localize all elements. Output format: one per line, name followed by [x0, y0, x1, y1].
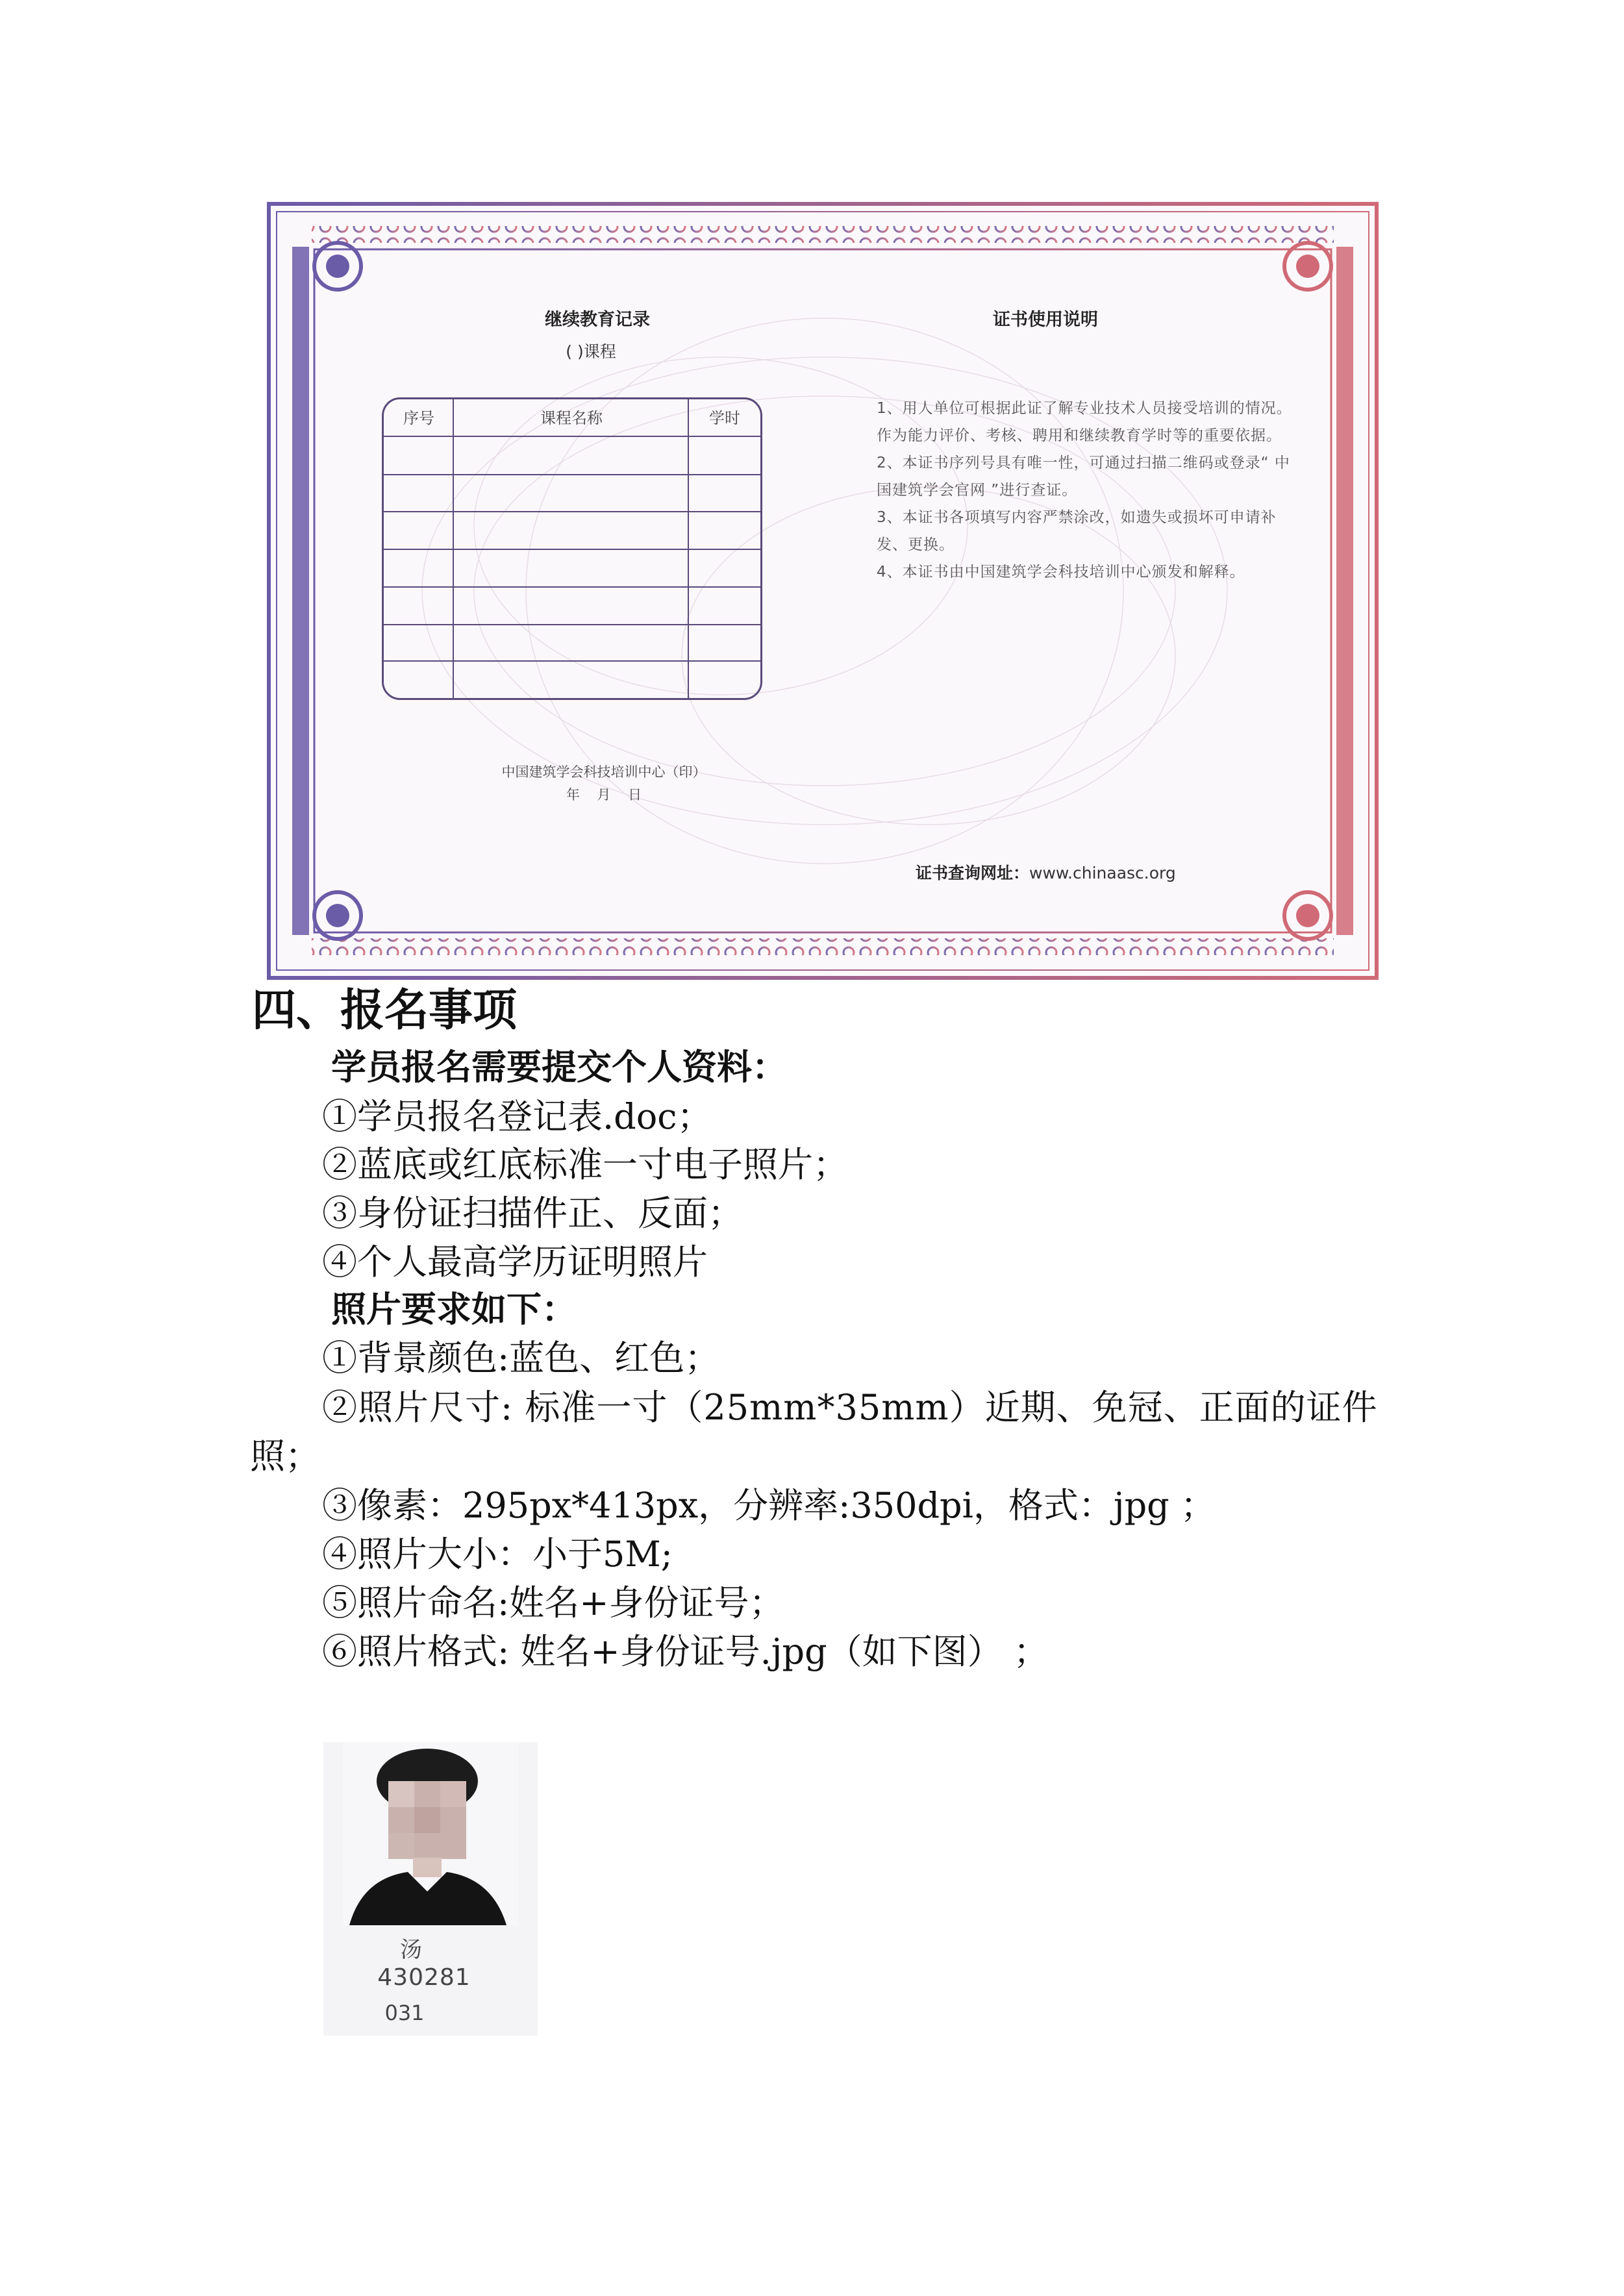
- photo-requirements-lead: 照片要求如下：: [331, 1289, 577, 1330]
- photo-requirement: ⑥照片格式: 姓名+身份证号.jpg（如下图） ；: [322, 1631, 1049, 1672]
- photo-requirement: ②照片尺寸: 标准一寸（25mm*35mm）近期、免冠、正面的证件: [322, 1387, 1378, 1428]
- query-url: www.chinaasc.org: [1029, 864, 1176, 882]
- instructions-list: [877, 395, 1292, 586]
- photo-id-caption-2: 031: [384, 2001, 425, 2025]
- column-header-hours: 学时: [709, 409, 740, 427]
- material-item: ①学员报名登记表.doc；: [322, 1096, 712, 1137]
- instructions-title: 证书使用说明: [993, 310, 1098, 330]
- column-header-course-name: 课程名称: [540, 409, 603, 427]
- material-item: ②蓝底或红底标准一寸电子照片；: [322, 1144, 848, 1185]
- column-header-seq: 序号: [403, 409, 434, 427]
- photo-requirement: ③像素：295px*413px，分辨率:350dpi，格式：jpg ；: [322, 1485, 1216, 1526]
- photo-name-caption: 汤: [400, 1937, 422, 1963]
- sample-id-photo: [323, 1742, 538, 2036]
- section-heading: 四、报名事项: [252, 985, 518, 1036]
- issuer-seal-text: 中国建筑学会科技培训中心（印）: [501, 764, 706, 780]
- photo-requirement-cont: 照；: [250, 1436, 320, 1477]
- materials-lead: 学员报名需要提交个人资料：: [331, 1047, 787, 1088]
- instruction-item: 1、用人单位可根据此证了解专业技术人员接受培训的情况。作为能力评价、考核、聘用和继续教育学时等的重要依据。: [877, 400, 1292, 444]
- issue-date: 年 月 日: [566, 787, 642, 803]
- instruction-item: 4、本证书由中国建筑学会科技培训中心颁发和解释。: [877, 564, 1245, 580]
- instruction-item: 3、本证书各项填写内容严禁涂改，如遗失或损坏可申请补发、更换。: [877, 509, 1277, 553]
- instruction-item: 2、本证书序列号具有唯一性，可通过扫描二维码或登录“ 中国建筑学会官网 ”进行查证。: [877, 455, 1290, 499]
- record-title: 继续教育记录: [545, 310, 650, 330]
- photo-requirement: ④照片大小：小于5M;: [322, 1534, 673, 1575]
- query-label: 证书查询网址：: [916, 864, 1030, 882]
- portrait-image: [323, 1742, 538, 2036]
- material-item: ④个人最高学历证明照片: [322, 1242, 708, 1282]
- photo-requirement: ⑤照片命名:姓名+身份证号；: [322, 1582, 784, 1623]
- query-url-line: [916, 860, 1176, 884]
- course-subtitle: ( )课程: [566, 342, 616, 361]
- certificate-image: [266, 201, 1379, 980]
- material-item: ③身份证扫描件正、反面；: [322, 1193, 743, 1234]
- photo-id-caption: 430281: [377, 1964, 471, 1991]
- photo-requirement: ①背景颜色:蓝色、红色；: [322, 1338, 720, 1379]
- course-record-table: [382, 397, 762, 700]
